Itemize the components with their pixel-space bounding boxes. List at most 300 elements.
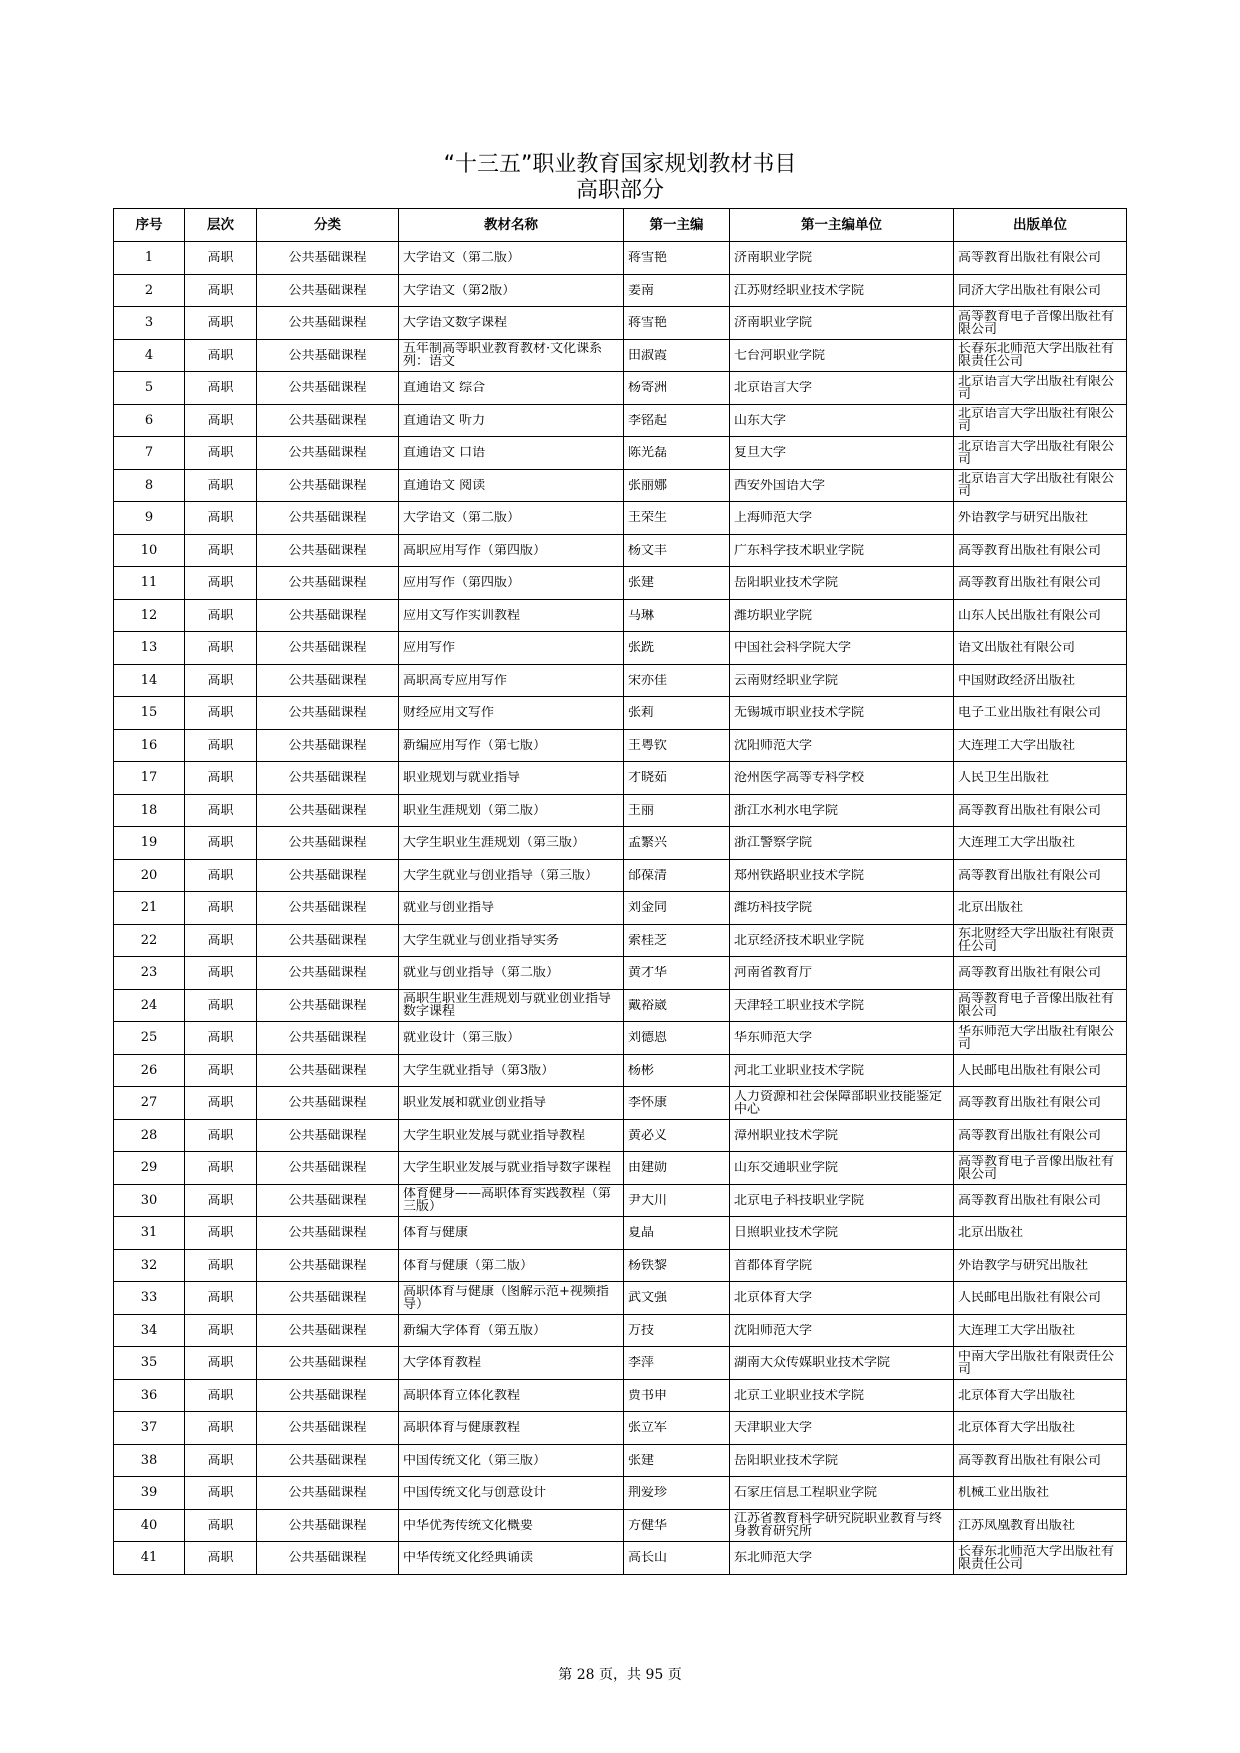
cell-category-text: 公共基础课程 [288,381,367,395]
cell-level [185,1477,257,1510]
cell-editor-institution [730,1542,954,1575]
cell-index-text: 40 [140,1518,158,1532]
cell-publisher-text: 北京出版社 [958,1226,1024,1240]
cell-editor-institution [730,469,954,502]
cell-chief-editor [624,1282,730,1315]
cell-publisher-text: 外语教学与研究出版社 [958,511,1089,525]
cell-level-text: 高职 [207,1258,234,1272]
cell-publisher-text: 北京语言大学出版社有限公司 [958,439,1115,466]
cell-index-text: 3 [144,316,154,330]
cell-publisher [954,924,1127,957]
cell-editor-institution [730,1314,954,1347]
cell-publisher-text: 电子工业出版社有限公司 [958,706,1102,720]
table-row [114,372,1127,405]
cell-category [257,567,399,600]
cell-chief-editor [624,307,730,340]
cell-level [185,924,257,957]
table-row [114,729,1127,762]
cell-category [257,1087,399,1120]
cell-category-text: 公共基础课程 [288,966,367,980]
cell-index [114,1444,185,1477]
table-row [114,1509,1127,1542]
cell-textbook-name-text: 中国传统文化（第三版） [403,1453,547,1467]
cell-textbook-name [399,567,624,600]
table-row [114,437,1127,470]
cell-editor-institution [730,989,954,1022]
cell-editor-institution [730,1054,954,1087]
cell-textbook-name-text: 高职生职业生涯规划与就业创业指导数字课程 [403,992,612,1019]
cell-textbook-name-text: 体育健身——高职体育实践教程（第三版） [403,1187,612,1214]
cell-editor-institution-text: 浙江水利水电学院 [734,803,839,817]
cell-category [257,599,399,632]
cell-level [185,762,257,795]
cell-textbook-name [399,1542,624,1575]
cell-textbook-name-text: 中华传统文化经典诵读 [403,1551,534,1565]
cell-level-text: 高职 [207,1063,234,1077]
cell-index [114,502,185,535]
cell-chief-editor [624,989,730,1022]
table-row [114,1282,1127,1315]
cell-editor-institution [730,729,954,762]
cell-editor-institution [730,404,954,437]
cell-index [114,1282,185,1315]
cell-chief-editor-text: 王丽 [628,803,655,817]
cell-publisher [954,1347,1127,1380]
cell-index [114,1054,185,1087]
header-chief-editor: 第一主编 [624,209,730,242]
cell-index-text: 4 [144,348,154,362]
cell-chief-editor [624,1184,730,1217]
cell-chief-editor-text: 蒋雪艳 [628,251,668,265]
cell-chief-editor-text: 武文强 [628,1291,668,1305]
cell-category [257,502,399,535]
cell-index [114,372,185,405]
table-row [114,339,1127,372]
cell-index [114,1119,185,1152]
cell-textbook-name [399,859,624,892]
cell-textbook-name [399,989,624,1022]
cell-publisher [954,989,1127,1022]
cell-chief-editor-text: 李铭起 [628,413,668,427]
cell-level [185,1509,257,1542]
cell-index [114,1314,185,1347]
cell-textbook-name-text: 高职体育与健康（图解示范+视频指导） [403,1284,609,1311]
cell-category-text: 公共基础课程 [288,1031,367,1045]
cell-publisher-text: 高等教育电子音像出版社有限公司 [958,1154,1115,1181]
cell-category [257,1444,399,1477]
cell-category-text: 公共基础课程 [288,1161,367,1175]
cell-editor-institution-text: 山东大学 [734,413,787,427]
cell-level [185,1347,257,1380]
cell-chief-editor-text: 陈光磊 [628,446,668,460]
cell-textbook-name-text: 新编应用写作（第七版） [403,738,547,752]
cell-chief-editor-text: 戴裕崴 [628,998,668,1012]
cell-editor-institution-text: 北京语言大学 [734,381,813,395]
cell-textbook-name-text: 财经应用文写作 [403,706,495,720]
cell-textbook-name-text: 高职体育立体化教程 [403,1388,521,1402]
cell-index [114,957,185,990]
cell-textbook-name [399,307,624,340]
cell-index-text: 34 [140,1323,158,1337]
cell-chief-editor-text: 方健华 [628,1518,668,1532]
cell-textbook-name [399,437,624,470]
cell-category [257,1152,399,1185]
cell-index [114,339,185,372]
cell-textbook-name [399,1152,624,1185]
cell-index [114,567,185,600]
cell-publisher-text: 高等教育出版社有限公司 [958,543,1102,557]
cell-textbook-name-text: 体育与健康（第二版） [403,1258,534,1272]
cell-index [114,1542,185,1575]
cell-chief-editor [624,274,730,307]
cell-category-text: 公共基础课程 [288,836,367,850]
cell-level [185,437,257,470]
cell-level-text: 高职 [207,608,234,622]
cell-index [114,1022,185,1055]
cell-textbook-name [399,632,624,665]
cell-publisher [954,892,1127,925]
cell-publisher-text: 高等教育电子音像出版社有限公司 [958,992,1115,1019]
cell-chief-editor [624,1314,730,1347]
cell-publisher-text: 北京出版社 [958,901,1024,915]
cell-publisher-text: 长春东北师范大学出版社有限责任公司 [958,1544,1115,1571]
cell-editor-institution-text: 江苏财经职业技术学院 [734,283,865,297]
cell-category-text: 公共基础课程 [288,998,367,1012]
cell-publisher-text: 东北财经大学出版社有限责任公司 [958,927,1115,954]
cell-category-text: 公共基础课程 [288,673,367,687]
header-editor-institution: 第一主编单位 [730,209,954,242]
cell-level [185,1152,257,1185]
cell-index-text: 11 [140,576,158,590]
cell-level-text: 高职 [207,1388,234,1402]
table-row [114,307,1127,340]
cell-editor-institution [730,859,954,892]
table-row [114,924,1127,957]
cell-editor-institution-text: 河南省教育厅 [734,966,813,980]
cell-publisher-text: 大连理工大学出版社 [958,738,1076,752]
cell-index [114,924,185,957]
cell-publisher-text: 江苏凤凰教育出版社 [958,1518,1076,1532]
cell-index-text: 29 [140,1161,158,1175]
cell-category-text: 公共基础课程 [288,1388,367,1402]
cell-chief-editor [624,1412,730,1445]
cell-level [185,469,257,502]
cell-chief-editor [624,1542,730,1575]
cell-editor-institution-text: 沧州医学高等专科学校 [734,771,865,785]
cell-editor-institution-text: 潍坊科技学院 [734,901,813,915]
table-row [114,1054,1127,1087]
cell-textbook-name-text: 大学语文（第二版） [403,251,521,265]
cell-category [257,1347,399,1380]
cell-chief-editor-text: 马琳 [628,608,655,622]
cell-textbook-name-text: 中国传统文化与创意设计 [403,1486,547,1500]
cell-textbook-name-text: 职业规划与就业指导 [403,771,521,785]
cell-publisher-text: 高等教育出版社有限公司 [958,966,1102,980]
cell-category [257,989,399,1022]
cell-chief-editor [624,1477,730,1510]
table-row [114,1412,1127,1445]
cell-index [114,632,185,665]
cell-index-text: 22 [140,933,158,947]
cell-textbook-name-text: 大学语文（第二版） [403,511,521,525]
cell-editor-institution [730,242,954,275]
cell-level-text: 高职 [207,771,234,785]
cell-chief-editor-text: 孟繁兴 [628,836,668,850]
cell-category-text: 公共基础课程 [288,1421,367,1435]
cell-category [257,632,399,665]
document-title: “十三五”职业教育国家规划教材书目 [443,152,797,177]
cell-index [114,437,185,470]
cell-index [114,1087,185,1120]
cell-level [185,827,257,860]
cell-textbook-name-text: 大学生职业发展与就业指导数字课程 [403,1161,612,1175]
cell-textbook-name [399,697,624,730]
cell-chief-editor [624,1054,730,1087]
table-row [114,567,1127,600]
cell-index-text: 8 [144,478,154,492]
cell-editor-institution [730,762,954,795]
cell-textbook-name-text: 就业与创业指导（第二版） [403,966,560,980]
cell-publisher [954,1249,1127,1282]
cell-index-text: 33 [140,1291,158,1305]
cell-textbook-name [399,762,624,795]
cell-index-text: 23 [140,966,158,980]
cell-chief-editor [624,437,730,470]
cell-textbook-name-text: 新编大学体育（第五版） [403,1323,547,1337]
cell-level-text: 高职 [207,673,234,687]
cell-level-text: 高职 [207,1356,234,1370]
cell-index [114,1347,185,1380]
cell-level-text: 高职 [207,998,234,1012]
cell-textbook-name-text: 应用文写作实训教程 [403,608,521,622]
cell-textbook-name [399,664,624,697]
cell-index-text: 30 [140,1193,158,1207]
cell-level-text: 高职 [207,738,234,752]
cell-editor-institution [730,372,954,405]
cell-level-text: 高职 [207,803,234,817]
cell-level [185,794,257,827]
cell-category [257,827,399,860]
table-header-row [114,209,1127,242]
cell-textbook-name [399,1184,624,1217]
cell-editor-institution-text: 湖南大众传媒职业技术学院 [734,1356,891,1370]
cell-category [257,697,399,730]
cell-index-text: 13 [140,641,158,655]
cell-level [185,567,257,600]
cell-chief-editor [624,599,730,632]
cell-index-text: 19 [140,836,158,850]
cell-level-text: 高职 [207,1323,234,1337]
cell-textbook-name-text: 中华优秀传统文化概要 [403,1518,534,1532]
cell-chief-editor-text: 张莉 [628,706,655,720]
cell-level [185,1119,257,1152]
cell-textbook-name-text: 应用写作（第四版） [403,576,521,590]
cell-chief-editor-text: 杨寄洲 [628,381,668,395]
cell-publisher-text: 同济大学出版社有限公司 [958,283,1102,297]
cell-editor-institution-text: 沈阳师范大学 [734,1323,813,1337]
cell-index [114,762,185,795]
cell-category [257,1379,399,1412]
cell-category-text: 公共基础课程 [288,641,367,655]
cell-editor-institution [730,1282,954,1315]
cell-category-text: 公共基础课程 [288,1291,367,1305]
cell-level [185,307,257,340]
cell-editor-institution-text: 北京电子科技职业学院 [734,1193,865,1207]
cell-category-text: 公共基础课程 [288,576,367,590]
cell-editor-institution-text: 上海师范大学 [734,511,813,525]
cell-editor-institution-text: 西安外国语大学 [734,478,826,492]
cell-chief-editor-text: 黄必义 [628,1128,668,1142]
cell-chief-editor [624,1379,730,1412]
cell-level [185,339,257,372]
cell-level-text: 高职 [207,316,234,330]
cell-category [257,859,399,892]
cell-index [114,307,185,340]
cell-textbook-name [399,794,624,827]
cell-index [114,1184,185,1217]
cell-editor-institution-text: 郑州铁路职业技术学院 [734,868,865,882]
table-row [114,957,1127,990]
cell-index-text: 20 [140,868,158,882]
cell-publisher-text: 高等教育出版社有限公司 [958,251,1102,265]
cell-chief-editor [624,794,730,827]
cell-category [257,404,399,437]
cell-editor-institution [730,339,954,372]
cell-index [114,534,185,567]
cell-index [114,599,185,632]
cell-chief-editor [624,1509,730,1542]
cell-level-text: 高职 [207,1226,234,1240]
cell-textbook-name [399,1509,624,1542]
cell-level-text: 高职 [207,381,234,395]
cell-publisher-text: 高等教育电子音像出版社有限公司 [958,309,1115,336]
cell-editor-institution [730,1412,954,1445]
cell-category-text: 公共基础课程 [288,283,367,297]
cell-publisher-text: 北京体育大学出版社 [958,1421,1076,1435]
table-row [114,1022,1127,1055]
cell-index [114,1412,185,1445]
cell-publisher-text: 高等教育出版社有限公司 [958,1193,1102,1207]
cell-chief-editor [624,1249,730,1282]
cell-level-text: 高职 [207,1518,234,1532]
cell-publisher [954,339,1127,372]
cell-chief-editor [624,339,730,372]
cell-publisher [954,1119,1127,1152]
table-row [114,242,1127,275]
cell-index [114,1477,185,1510]
cell-index [114,729,185,762]
cell-textbook-name [399,469,624,502]
cell-publisher-text: 大连理工大学出版社 [958,836,1076,850]
cell-editor-institution [730,924,954,957]
cell-editor-institution-text: 潍坊职业学院 [734,608,813,622]
cell-editor-institution [730,794,954,827]
cell-editor-institution-text: 岳阳职业技术学院 [734,1453,839,1467]
cell-level-text: 高职 [207,1291,234,1305]
table-row [114,664,1127,697]
cell-level [185,1412,257,1445]
cell-chief-editor [624,632,730,665]
cell-level [185,534,257,567]
cell-publisher [954,1217,1127,1250]
cell-textbook-name-text: 五年制高等职业教育教材·文化课系列：语文 [403,342,603,369]
cell-category-text: 公共基础课程 [288,868,367,882]
cell-editor-institution-text: 北京工业职业技术学院 [734,1388,865,1402]
textbook-table [113,208,1127,1575]
cell-editor-institution [730,307,954,340]
cell-level-text: 高职 [207,706,234,720]
cell-textbook-name-text: 直通语文 综合 [403,381,486,395]
header-textbook-name: 教材名称 [399,209,624,242]
cell-publisher [954,859,1127,892]
cell-category [257,924,399,957]
cell-editor-institution [730,697,954,730]
cell-level [185,274,257,307]
cell-textbook-name [399,339,624,372]
cell-category-text: 公共基础课程 [288,706,367,720]
cell-editor-institution [730,1477,954,1510]
cell-level [185,1054,257,1087]
cell-category-text: 公共基础课程 [288,1226,367,1240]
cell-category-text: 公共基础课程 [288,251,367,265]
cell-publisher-text: 高等教育出版社有限公司 [958,1128,1102,1142]
cell-editor-institution [730,1152,954,1185]
cell-textbook-name-text: 直通语文 阅读 [403,478,486,492]
cell-category [257,729,399,762]
table-row [114,502,1127,535]
cell-category [257,1119,399,1152]
table-row [114,404,1127,437]
cell-level-text: 高职 [207,283,234,297]
cell-editor-institution-text: 云南财经职业学院 [734,673,839,687]
cell-category [257,1282,399,1315]
cell-category-text: 公共基础课程 [288,1551,367,1565]
cell-publisher [954,437,1127,470]
cell-category [257,242,399,275]
cell-textbook-name [399,599,624,632]
cell-editor-institution [730,534,954,567]
cell-level [185,729,257,762]
table-row [114,1347,1127,1380]
cell-category [257,1477,399,1510]
cell-index-text: 37 [140,1421,158,1435]
cell-category-text: 公共基础课程 [288,1323,367,1337]
cell-publisher-text: 山东人民出版社有限公司 [958,608,1102,622]
cell-publisher-text: 大连理工大学出版社 [958,1323,1076,1337]
cell-textbook-name [399,534,624,567]
cell-chief-editor-text: 杨文丰 [628,543,668,557]
cell-editor-institution-text: 河北工业职业技术学院 [734,1063,865,1077]
cell-textbook-name-text: 就业与创业指导 [403,901,495,915]
cell-level-text: 高职 [207,511,234,525]
cell-category-text: 公共基础课程 [288,316,367,330]
cell-publisher-text: 中南大学出版社有限责任公司 [958,1349,1115,1376]
cell-textbook-name-text: 大学生就业与创业指导实务 [403,933,560,947]
cell-index-text: 31 [140,1226,158,1240]
cell-publisher [954,1087,1127,1120]
cell-textbook-name [399,242,624,275]
cell-chief-editor-text: 索桂芝 [628,933,668,947]
cell-level [185,1314,257,1347]
cell-publisher [954,1184,1127,1217]
cell-editor-institution [730,1347,954,1380]
cell-index-text: 9 [144,511,154,525]
cell-level-text: 高职 [207,413,234,427]
table-row [114,534,1127,567]
cell-editor-institution-text: 华东师范大学 [734,1031,813,1045]
cell-level [185,1184,257,1217]
cell-textbook-name-text: 高职体育与健康教程 [403,1421,521,1435]
